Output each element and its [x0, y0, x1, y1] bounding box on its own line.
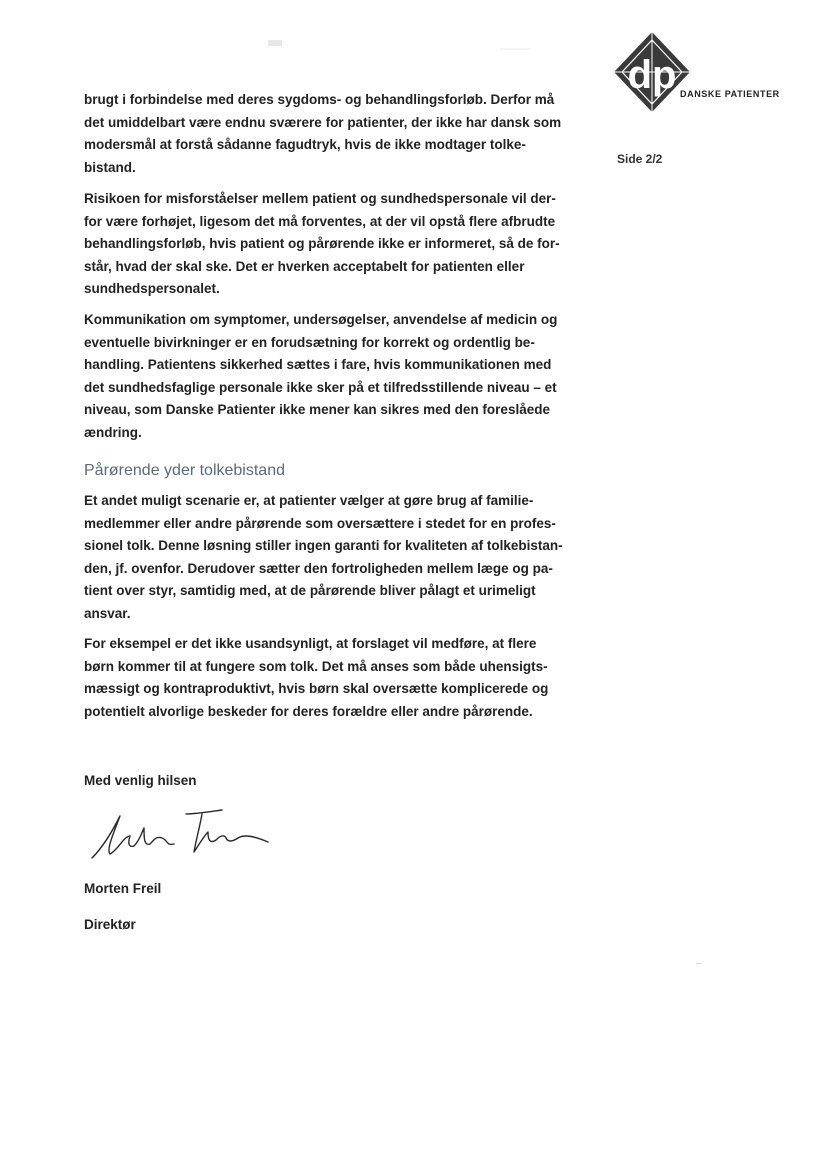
logo-diamond-icon — [612, 30, 692, 114]
scan-artifact — [268, 40, 282, 46]
logo-text: DANSKE PATIENTER — [680, 89, 780, 99]
page-number: Side 2/2 — [617, 152, 663, 166]
signer-title: Direktør — [84, 917, 136, 932]
danske-patienter-logo — [612, 30, 792, 120]
paragraph-5: For eksempel er det ikke usandsynligt, at forslaget vil medføre, at flere børn kommer til at fungere som tolk. Det må anses som både uhensigts-mæssigt og kontraproduktivt, hvis børn skal oversætte komplicerede og potentielt alvorlige beskeder for deres forældre eller andre pårørende. — [84, 636, 549, 719]
closing-greeting: Med venlig hilsen — [84, 773, 197, 788]
logo-glyph: dp — [627, 53, 677, 97]
paragraph-4: Et andet muligt scenarie er, at patienter vælger at gøre brug af familie-medlemmer eller andre pårørende som oversættere i stedet for en profes-sionel tolk. Denne løsning stiller ingen garanti for kvaliteten af tolkebistan-den, jf. ovenfor. Derudover sætter den fortroligheden mellem læge og pa-tient over styr, samtidig med, at de pårørende bliver pålagt et urimeligt ansvar. — [84, 493, 563, 621]
paragraph-2: Risikoen for misforståelser mellem patient og sundhedspersonale vil der-for være forhøjet, ligesom det må forventes, at der vil opstå flere afbrudte behandlingsforløb, hvis patient og pårørende ikke er informeret, så de for-står, hvad der skal ske. Det er hverken acceptabelt for patienten eller sundhedspersonalet. — [84, 191, 560, 296]
signer-name: Morten Freil — [84, 881, 162, 896]
handwritten-signature — [84, 806, 274, 868]
paragraph-1: brugt i forbindelse med deres sygdoms- og behandlingsforløb. Derfor må det umiddelbart være endnu sværere for patienter, der ikke har dansk som modersmål at forstå sådanne fagudtryk, hvis de ikke modtager tolke-bistand. — [84, 92, 562, 175]
scan-artifact — [696, 963, 702, 964]
paragraph-3: Kommunikation om symptomer, undersøgelser, anvendelse af medicin og eventuelle bivirkninger er en forudsætning for korrekt og ordentlig be-handling. Patientens sikkerhed sættes i fare, hvis kommunikationen med det sundhedsfaglige personale ikke sker på et tilfredsstillende niveau – et niveau, som Danske Patienter ikke mener kan sikres med den foreslåede ændring. — [84, 312, 558, 440]
section-heading: Pårørende yder tolkebistand — [84, 462, 285, 479]
scan-artifact — [500, 48, 530, 50]
